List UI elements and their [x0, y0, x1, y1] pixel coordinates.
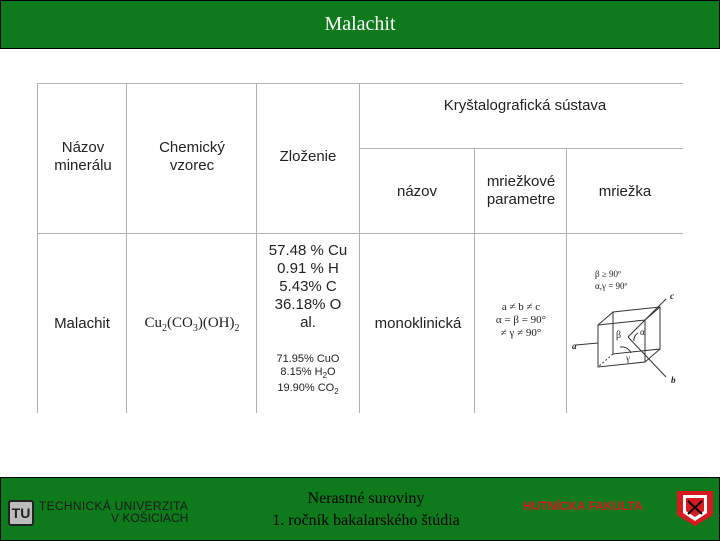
faculty-logo: [677, 489, 713, 527]
lattice-parameters: a ≠ b ≠ c α = β = 90° ≠ γ ≠ 90°: [495, 301, 547, 339]
faculty-name: HUTNÍCKA FAKULTA: [523, 499, 643, 513]
composition-oxides: 71.95% CuO 8.15% $H_2O$ 19.90% $CO_2$: [276, 353, 340, 397]
composition-header: Zloženie: [279, 148, 337, 165]
mineral-name: Malachit: [54, 315, 110, 332]
axis-c-label: c: [670, 291, 674, 301]
tuke-logo: TU: [8, 500, 34, 526]
lattice-params-header: mriežkové parametre: [486, 173, 556, 208]
gamma-angle-label: γ: [626, 353, 630, 363]
university-name: TECHNICKÁ UNIVERZITA V KOŠICIACH: [39, 499, 189, 525]
beta-angle-label: β: [616, 330, 622, 341]
slide-title: Malachit: [324, 13, 396, 35]
mineral-table: [37, 83, 683, 413]
alpha-gamma-condition-label: α,γ = 90º: [595, 281, 628, 291]
beta-condition-label: β ≥ 90º: [595, 269, 621, 279]
crystal-system-header: Kryštalografická sústava: [443, 97, 607, 114]
mineral-name-header: Názov minerálu: [54, 139, 112, 174]
course-title: Nerastné suroviny 1. ročník bakalarského štúdia: [272, 490, 460, 529]
lattice-header: mriežka: [598, 183, 652, 200]
formula-header: Chemický vzorec: [159, 139, 225, 174]
chemical-formula: $Cu_2(CO_3)(OH)_2$: [144, 315, 240, 334]
composition-elements: 57.48 % Cu 0.91 % H 5.43% C 36.18% O al.: [268, 242, 348, 331]
axis-a-label: a: [572, 341, 577, 351]
monoclinic-lattice-diagram: [568, 267, 682, 387]
slide-footer: [0, 477, 720, 541]
slide-header: [0, 0, 720, 49]
crystal-system: monoklinická: [374, 315, 462, 332]
system-name-header: názov: [396, 183, 438, 200]
axis-b-label: b: [671, 375, 676, 385]
alpha-angle-label: α: [640, 327, 645, 337]
